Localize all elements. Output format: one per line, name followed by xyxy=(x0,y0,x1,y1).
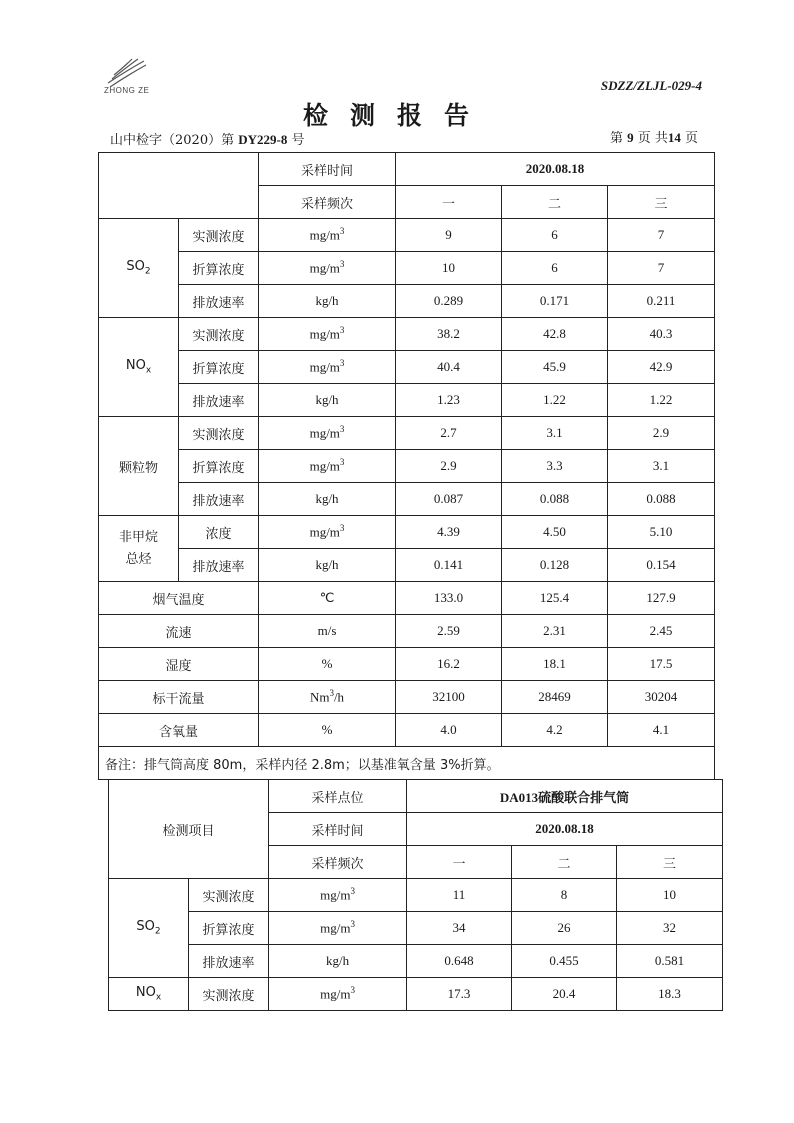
unit: $mg/m^3$ xyxy=(259,417,396,450)
group-name-so2: $SO_2$ xyxy=(99,219,179,318)
value-cell: 0.088 xyxy=(502,483,608,516)
sampling-date: 2020.08.18 xyxy=(407,813,723,846)
value-cell: 0.087 xyxy=(396,483,502,516)
value-cell: 0.128 xyxy=(502,549,608,582)
value-cell: 0.211 xyxy=(608,285,715,318)
unit: $mg/m^3$ xyxy=(259,219,396,252)
item-label: 折算浓度 xyxy=(179,450,259,483)
value-cell: 11 xyxy=(407,879,512,912)
value-cell: 2.31 xyxy=(502,615,608,648)
value-cell: 3.1 xyxy=(502,417,608,450)
value-cell: 16.2 xyxy=(396,648,502,681)
unit: % xyxy=(259,714,396,747)
value-cell: 2.45 xyxy=(608,615,715,648)
value-cell: 2.59 xyxy=(396,615,502,648)
sampling-date: 2020.08.18 xyxy=(396,153,715,186)
group-name-so2: $SO_2$ xyxy=(109,879,189,978)
param-label: 湿度 xyxy=(99,648,259,681)
page-title: 检测报告 xyxy=(302,101,491,130)
value-cell: 30204 xyxy=(608,681,715,714)
value-cell: 6 xyxy=(502,219,608,252)
sampling-freq-label: 采样频次 xyxy=(269,846,407,879)
item-label: 实测浓度 xyxy=(179,318,259,351)
item-label: 排放速率 xyxy=(179,384,259,417)
unit: $mg/m^3$ xyxy=(259,252,396,285)
value-cell: 10 xyxy=(617,879,723,912)
item-label: 浓度 xyxy=(179,516,259,549)
value-cell: 4.39 xyxy=(396,516,502,549)
value-cell: 7 xyxy=(608,252,715,285)
freq-3: 三 xyxy=(617,846,723,879)
page-total: 14 xyxy=(667,130,681,145)
unit: kg/h xyxy=(259,549,396,582)
value-cell: 0.141 xyxy=(396,549,502,582)
value-cell: 0.088 xyxy=(608,483,715,516)
item-label: 排放速率 xyxy=(179,285,259,318)
unit: ℃ xyxy=(259,582,396,615)
unit: kg/h xyxy=(259,384,396,417)
unit: $mg/m^3$ xyxy=(269,879,407,912)
param-label: 流速 xyxy=(99,615,259,648)
value-cell: 127.9 xyxy=(608,582,715,615)
group-name-particulate: 颗粒物 xyxy=(99,417,179,516)
value-cell: 7 xyxy=(608,219,715,252)
unit: kg/h xyxy=(269,945,407,978)
value-cell: 3.1 xyxy=(608,450,715,483)
value-cell: 18.1 xyxy=(502,648,608,681)
value-cell: 40.3 xyxy=(608,318,715,351)
group-name-nmhc: 非甲烷 总烃 xyxy=(99,516,179,582)
value-cell: 10 xyxy=(396,252,502,285)
unit: % xyxy=(259,648,396,681)
unit: $mg/m^3$ xyxy=(259,516,396,549)
sampling-point-label: 采样点位 xyxy=(269,780,407,813)
document-number: SDZZ/ZLJL-029-4 xyxy=(600,78,702,93)
unit: $mg/m^3$ xyxy=(259,450,396,483)
table-note: 备注：排气筒高度 80m，采样内径 2.8m；以基准氧含量 3%折算。 xyxy=(99,747,715,780)
value-cell: 1.22 xyxy=(502,384,608,417)
report-number-label: 山中检字（2020）第 xyxy=(110,133,239,148)
param-label: 烟气温度 xyxy=(99,582,259,615)
results-table-1 xyxy=(98,152,715,780)
page-mid: 页 共 xyxy=(633,131,668,146)
freq-2: 二 xyxy=(512,846,617,879)
item-label: 实测浓度 xyxy=(179,219,259,252)
item-label: 折算浓度 xyxy=(179,252,259,285)
page-indicator xyxy=(610,127,698,146)
value-cell: 20.4 xyxy=(512,978,617,1011)
value-cell: 17.3 xyxy=(407,978,512,1011)
value-cell: 3.3 xyxy=(502,450,608,483)
value-cell: 34 xyxy=(407,912,512,945)
value-cell: 18.3 xyxy=(617,978,723,1011)
value-cell: 32100 xyxy=(396,681,502,714)
unit: $mg/m^3$ xyxy=(269,978,407,1011)
report-number-suffix: 号 xyxy=(287,133,305,148)
unit: Nm$^3$/h xyxy=(259,681,396,714)
unit: kg/h xyxy=(259,285,396,318)
value-cell: 2.9 xyxy=(396,450,502,483)
value-cell: 40.4 xyxy=(396,351,502,384)
logo-text: ZHONG ZE xyxy=(104,86,150,95)
page-suffix: 页 xyxy=(680,131,698,146)
value-cell: 42.8 xyxy=(502,318,608,351)
unit: kg/h xyxy=(259,483,396,516)
value-cell: 26 xyxy=(512,912,617,945)
item-label: 折算浓度 xyxy=(179,351,259,384)
value-cell: 4.1 xyxy=(608,714,715,747)
table1-corner xyxy=(99,153,259,219)
value-cell: 8 xyxy=(512,879,617,912)
sampling-time-label: 采样时间 xyxy=(259,153,396,186)
value-cell: 28469 xyxy=(502,681,608,714)
value-cell: 2.9 xyxy=(608,417,715,450)
value-cell: 1.22 xyxy=(608,384,715,417)
value-cell: 2.7 xyxy=(396,417,502,450)
item-label: 排放速率 xyxy=(189,945,269,978)
group-name-nox: $NO_x$ xyxy=(99,318,179,417)
value-cell: 32 xyxy=(617,912,723,945)
sampling-time-label: 采样时间 xyxy=(269,813,407,846)
item-label: 实测浓度 xyxy=(189,978,269,1011)
item-header: 检测项目 xyxy=(109,780,269,879)
sampling-point: DA013硫酸联合排气筒 xyxy=(407,780,723,813)
value-cell: 4.2 xyxy=(502,714,608,747)
value-cell: 45.9 xyxy=(502,351,608,384)
value-cell: 0.171 xyxy=(502,285,608,318)
item-label: 折算浓度 xyxy=(189,912,269,945)
report-number-value: DY229-8 xyxy=(238,132,288,147)
value-cell: 0.581 xyxy=(617,945,723,978)
item-label: 排放速率 xyxy=(179,549,259,582)
param-label: 含氧量 xyxy=(99,714,259,747)
unit: $mg/m^3$ xyxy=(259,318,396,351)
value-cell: 0.289 xyxy=(396,285,502,318)
value-cell: 42.9 xyxy=(608,351,715,384)
results-table-2 xyxy=(108,779,723,1011)
page-prefix: 第 xyxy=(609,131,628,146)
unit: $mg/m^3$ xyxy=(259,351,396,384)
value-cell: 17.5 xyxy=(608,648,715,681)
report-number xyxy=(110,129,304,148)
value-cell: 5.10 xyxy=(608,516,715,549)
value-cell: 4.0 xyxy=(396,714,502,747)
value-cell: 0.648 xyxy=(407,945,512,978)
value-cell: 4.50 xyxy=(502,516,608,549)
value-cell: 38.2 xyxy=(396,318,502,351)
sampling-freq-label: 采样频次 xyxy=(259,186,396,219)
value-cell: 9 xyxy=(396,219,502,252)
value-cell: 0.154 xyxy=(608,549,715,582)
param-label: 标干流量 xyxy=(99,681,259,714)
page-current: 9 xyxy=(627,130,634,145)
value-cell: 1.23 xyxy=(396,384,502,417)
value-cell: 6 xyxy=(502,252,608,285)
item-label: 实测浓度 xyxy=(189,879,269,912)
unit: $mg/m^3$ xyxy=(269,912,407,945)
group-name-nox: $NO_x$ xyxy=(109,978,189,1011)
freq-2: 二 xyxy=(502,186,608,219)
value-cell: 0.455 xyxy=(512,945,617,978)
freq-1: 一 xyxy=(396,186,502,219)
freq-1: 一 xyxy=(407,846,512,879)
item-label: 实测浓度 xyxy=(179,417,259,450)
value-cell: 125.4 xyxy=(502,582,608,615)
freq-3: 三 xyxy=(608,186,715,219)
item-label: 排放速率 xyxy=(179,483,259,516)
unit: m/s xyxy=(259,615,396,648)
value-cell: 133.0 xyxy=(396,582,502,615)
